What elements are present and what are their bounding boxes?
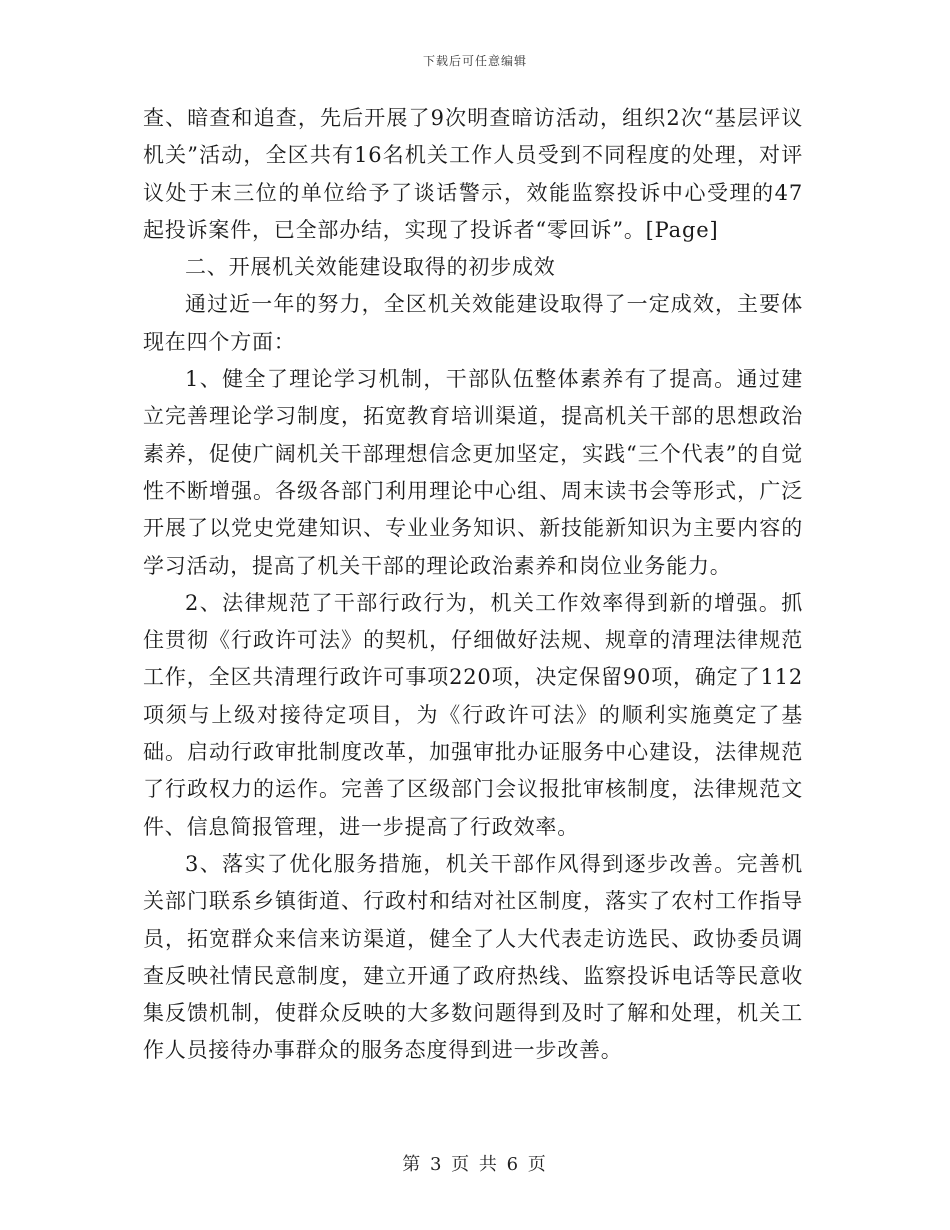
paragraph-point-1: 1、健全了理论学习机制，干部队伍整体素养有了提高。通过建立完善理论学习制度，拓宽教育培训渠道，提高机关干部的思想政治素养，促使广阔机关干部理想信念更加坚定，实践“三个代表”的自觉性不断增强。各级各部门利用理论中心组、周末读书会等形式，广泛开展了以党史党建知识、专业业务知识、新技能新知识为主要内容的学习活动，提高了机关干部的理论政治素养和岗位业务能力。 [143, 367, 803, 578]
page-number-footer: 第 3 页 共 6 页 [402, 1154, 548, 1175]
section-heading: 二、开展机关效能建设取得的初步成效 [185, 255, 556, 280]
paragraph-intro: 通过近一年的努力，全区机关效能建设取得了一定成效，主要体现在四个方面： [143, 292, 803, 354]
paragraph-point-3: 3、落实了优化服务措施，机关干部作风得到逐步改善。完善机关部门联系乡镇街道、行政村和结对社区制度，落实了农村工作指导员，拓宽群众来信来访渠道，健全了人大代表走访选民、政协委员调查反映社情民意制度，建立开通了政府热线、监察投诉电话等民意收集反馈机制，使群众反映的大多数问题得到及时了解和处理，机关工作人员接待办事群众的服务态度得到进一步改善。 [143, 851, 803, 1063]
document-body [143, 100, 803, 1070]
page-header: 下载后可任意编辑 [422, 54, 527, 68]
paragraph-point-2: 2、法律规范了干部行政行为，机关工作效率得到新的增强。抓住贯彻《行政许可法》的契机，仔细做好法规、规章的清理法律规范工作，全区共清理行政许可事项220项，决定保留90项，确定了112项须与上级对接待定项目，为《行政许可法》的顺利实施奠定了基础。启动行政审批制度改革，加强审批办证服务中心建设，法律规范了行政权力的运作。完善了区级部门会议报批审核制度，法律规范文件、信息简报管理，进一步提高了行政效率。 [143, 590, 803, 839]
paragraph-continuation: 查、暗查和追查，先后开展了9次明查暗访活动，组织2次“基层评议机关”活动，全区共有16名机关工作人员受到不同程度的处理，对评议处于末三位的单位给予了谈话警示，效能监察投诉中心受理的47起投诉案件，已全部办结，实现了投诉者“零回诉”。[Page] [143, 106, 803, 242]
